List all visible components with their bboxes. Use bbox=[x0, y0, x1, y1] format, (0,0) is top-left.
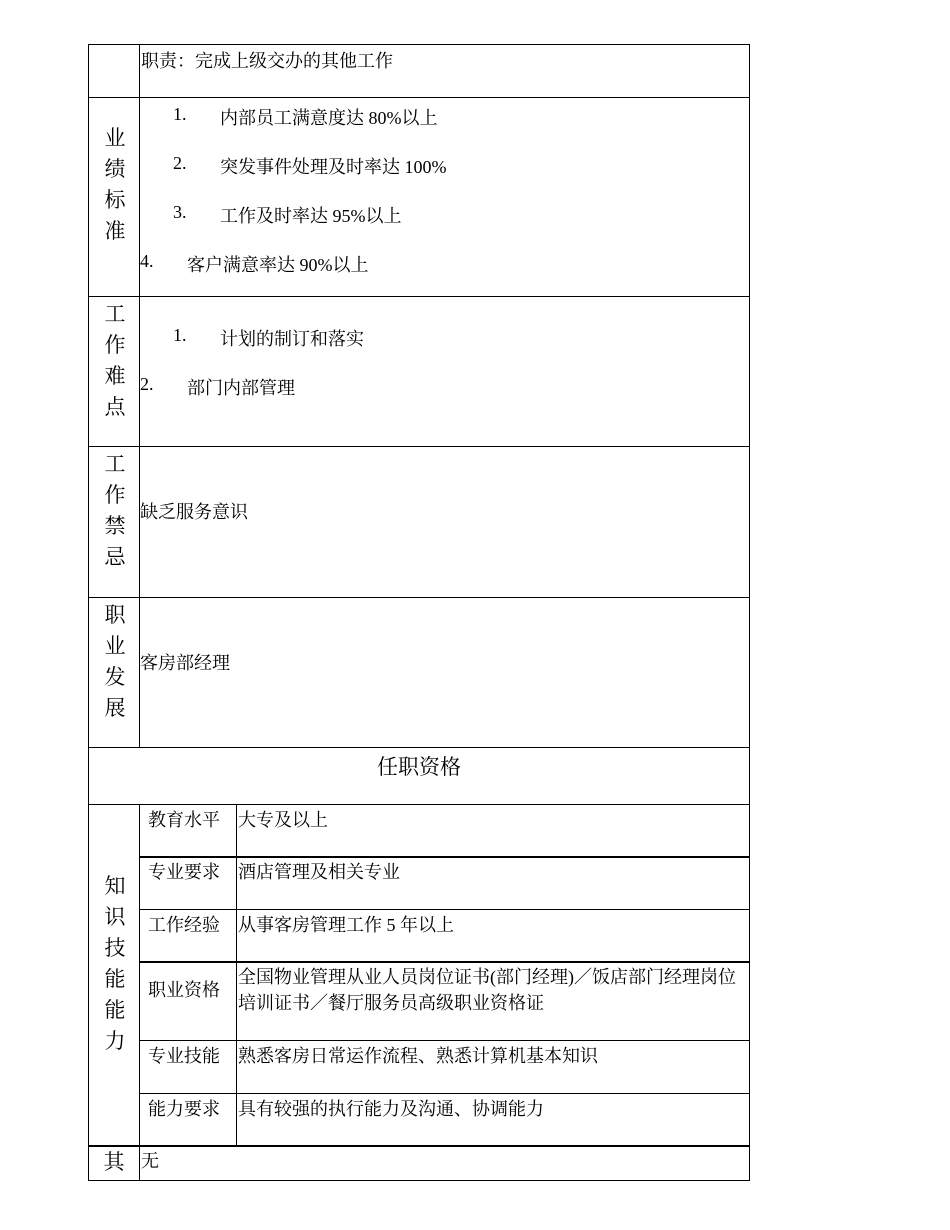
taboo-text: 缺乏服务意识 bbox=[140, 502, 248, 522]
qual-key-cell: 专业技能 bbox=[139, 1040, 237, 1094]
duty-tail-cell bbox=[139, 44, 750, 98]
qual-value-cell: 熟悉客房日常运作流程、熟悉计算机基本知识 bbox=[236, 1040, 750, 1094]
duty-tail-label-cell bbox=[88, 44, 140, 98]
other-content-cell bbox=[139, 1145, 750, 1181]
qual-key-cell: 教育水平 bbox=[139, 804, 237, 858]
job-description-table bbox=[88, 44, 750, 1181]
knowledge-label-cell bbox=[88, 804, 140, 1147]
performance-content-cell: 1. 内部员工满意度达 80%以上 2. 突发事件处理及时率达 100% 3. 工作及时率达 95%以上 4. 客户满意率达 90%以上 bbox=[139, 97, 750, 297]
other-label-cell bbox=[88, 1145, 140, 1181]
difficulty-label: 工 作 难 点 bbox=[104, 302, 126, 419]
taboo-content-cell bbox=[139, 446, 750, 598]
duty-tail-text: 职责：完成上级交办的其他工作 bbox=[141, 51, 393, 71]
qual-key-cell: 专业要求 bbox=[139, 856, 237, 910]
other-label: 其 bbox=[103, 1150, 125, 1174]
qual-key-cell: 能力要求 bbox=[139, 1093, 237, 1147]
difficulty-content-cell: 1. 计划的制订和落实 2. 部门内部管理 bbox=[139, 296, 750, 447]
other-text: 无 bbox=[141, 1151, 159, 1171]
qualification-heading-cell bbox=[88, 747, 750, 805]
performance-label-cell bbox=[88, 97, 140, 297]
knowledge-label: 知 识 技 能 能 力 bbox=[104, 874, 126, 1053]
section-title: 任职资格 bbox=[377, 755, 461, 779]
qual-key-cell: 工作经验 bbox=[139, 909, 237, 963]
qual-value-cell: 具有较强的执行能力及沟通、协调能力 bbox=[236, 1093, 750, 1147]
career-label: 职 业 发 展 bbox=[104, 603, 126, 720]
taboo-label: 工 作 禁 忌 bbox=[104, 452, 126, 569]
qual-key-cell: 职业资格 bbox=[139, 961, 237, 1041]
qual-value-cell: 酒店管理及相关专业 bbox=[236, 856, 750, 910]
performance-label: 业 绩 标 准 bbox=[104, 126, 126, 243]
career-text: 客房部经理 bbox=[140, 653, 230, 673]
difficulty-label-cell bbox=[88, 296, 140, 447]
taboo-label-cell bbox=[88, 446, 140, 598]
qual-value-cell: 全国物业管理从业人员岗位证书(部门经理)／饭店部门经理岗位培训证书／餐厅服务员高级职业资格证 bbox=[236, 961, 750, 1041]
qual-value-cell: 大专及以上 bbox=[236, 804, 750, 858]
qual-value-cell: 从事客房管理工作 5 年以上 bbox=[236, 909, 750, 963]
career-label-cell bbox=[88, 597, 140, 748]
career-content-cell bbox=[139, 597, 750, 748]
